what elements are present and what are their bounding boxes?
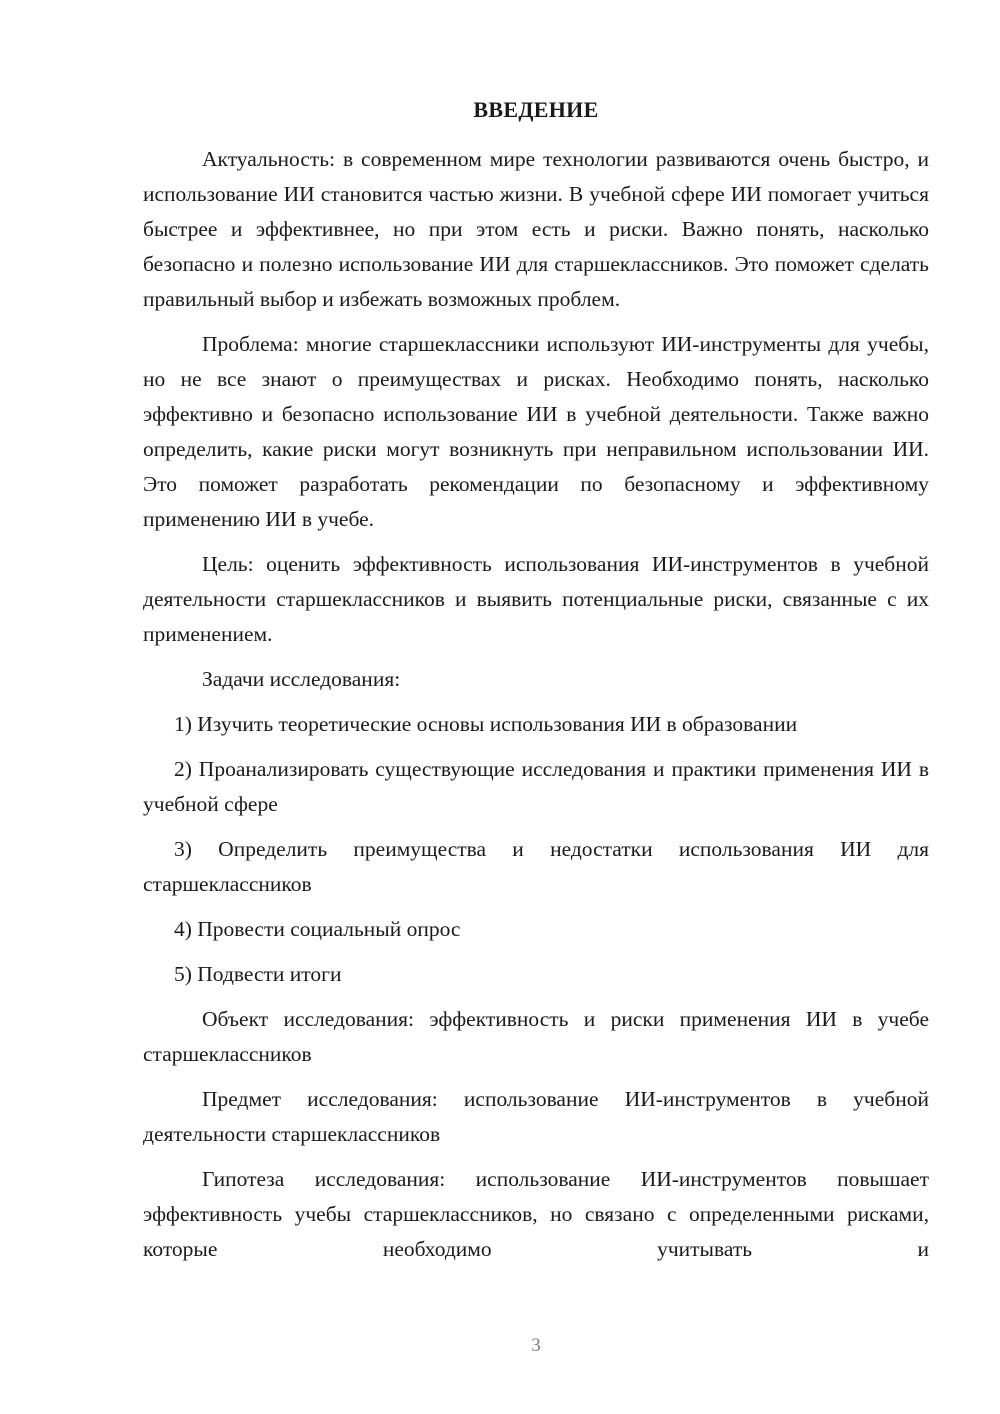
document-body — [143, 142, 929, 1267]
task-item: 1) Изучить теоретические основы использования ИИ в образовании — [174, 712, 798, 736]
paragraph-object: Объект исследования: эффективность и риски применения ИИ в учебе старшеклассников — [143, 1007, 929, 1066]
paragraph-goal: Цель: оценить эффективность использования ИИ-инструментов в учебной деятельности старшеклассников и выявить потенциальные риски, связанные с их применением. — [143, 552, 929, 646]
tasks-title: Задачи исследования: — [202, 667, 401, 691]
task-item: 3) Определить преимущества и недостатки использования ИИ для старшеклассников — [143, 837, 929, 896]
page-number: 3 — [531, 1335, 541, 1356]
paragraph-problem: Проблема: многие старшеклассники используют ИИ-инструменты для учебы, но не все знают о преимуществах и рисках. Необходимо понять, насколько эффективно и безопасно использование ИИ в учебной деятельности. Также важно определить, какие риски могут возникнуть при неправильном использовании ИИ. Это поможет разработать рекомендации по безопасному и эффективному применению ИИ в учебе. — [143, 332, 929, 531]
paragraph-relevance: Актуальность: в современном мире технологии развиваются очень быстро, и использование ИИ становится частью жизни. В учебной сфере ИИ помогает учиться быстрее и эффективнее, но при этом есть и риски. Важно понять, насколько безопасно и полезно использование ИИ для старшеклассников. Это поможет сделать правильный выбор и избежать возможных проблем. — [143, 147, 929, 311]
task-item: 5) Подвести итоги — [174, 962, 342, 986]
page-heading: ВВЕДЕНИЕ — [473, 97, 599, 122]
paragraph-subject: Предмет исследования: использование ИИ-инструментов в учебной деятельности старшеклассников — [143, 1087, 929, 1146]
task-item: 4) Провести социальный опрос — [174, 917, 461, 941]
paragraph-hypothesis: Гипотеза исследования: использование ИИ-инструментов повышает эффективность учебы старшеклассников, но связано с определенными рисками, которые необходимо учитывать и — [143, 1167, 929, 1261]
task-item: 2) Проанализировать существующие исследования и практики применения ИИ в учебной сфере — [143, 757, 929, 816]
